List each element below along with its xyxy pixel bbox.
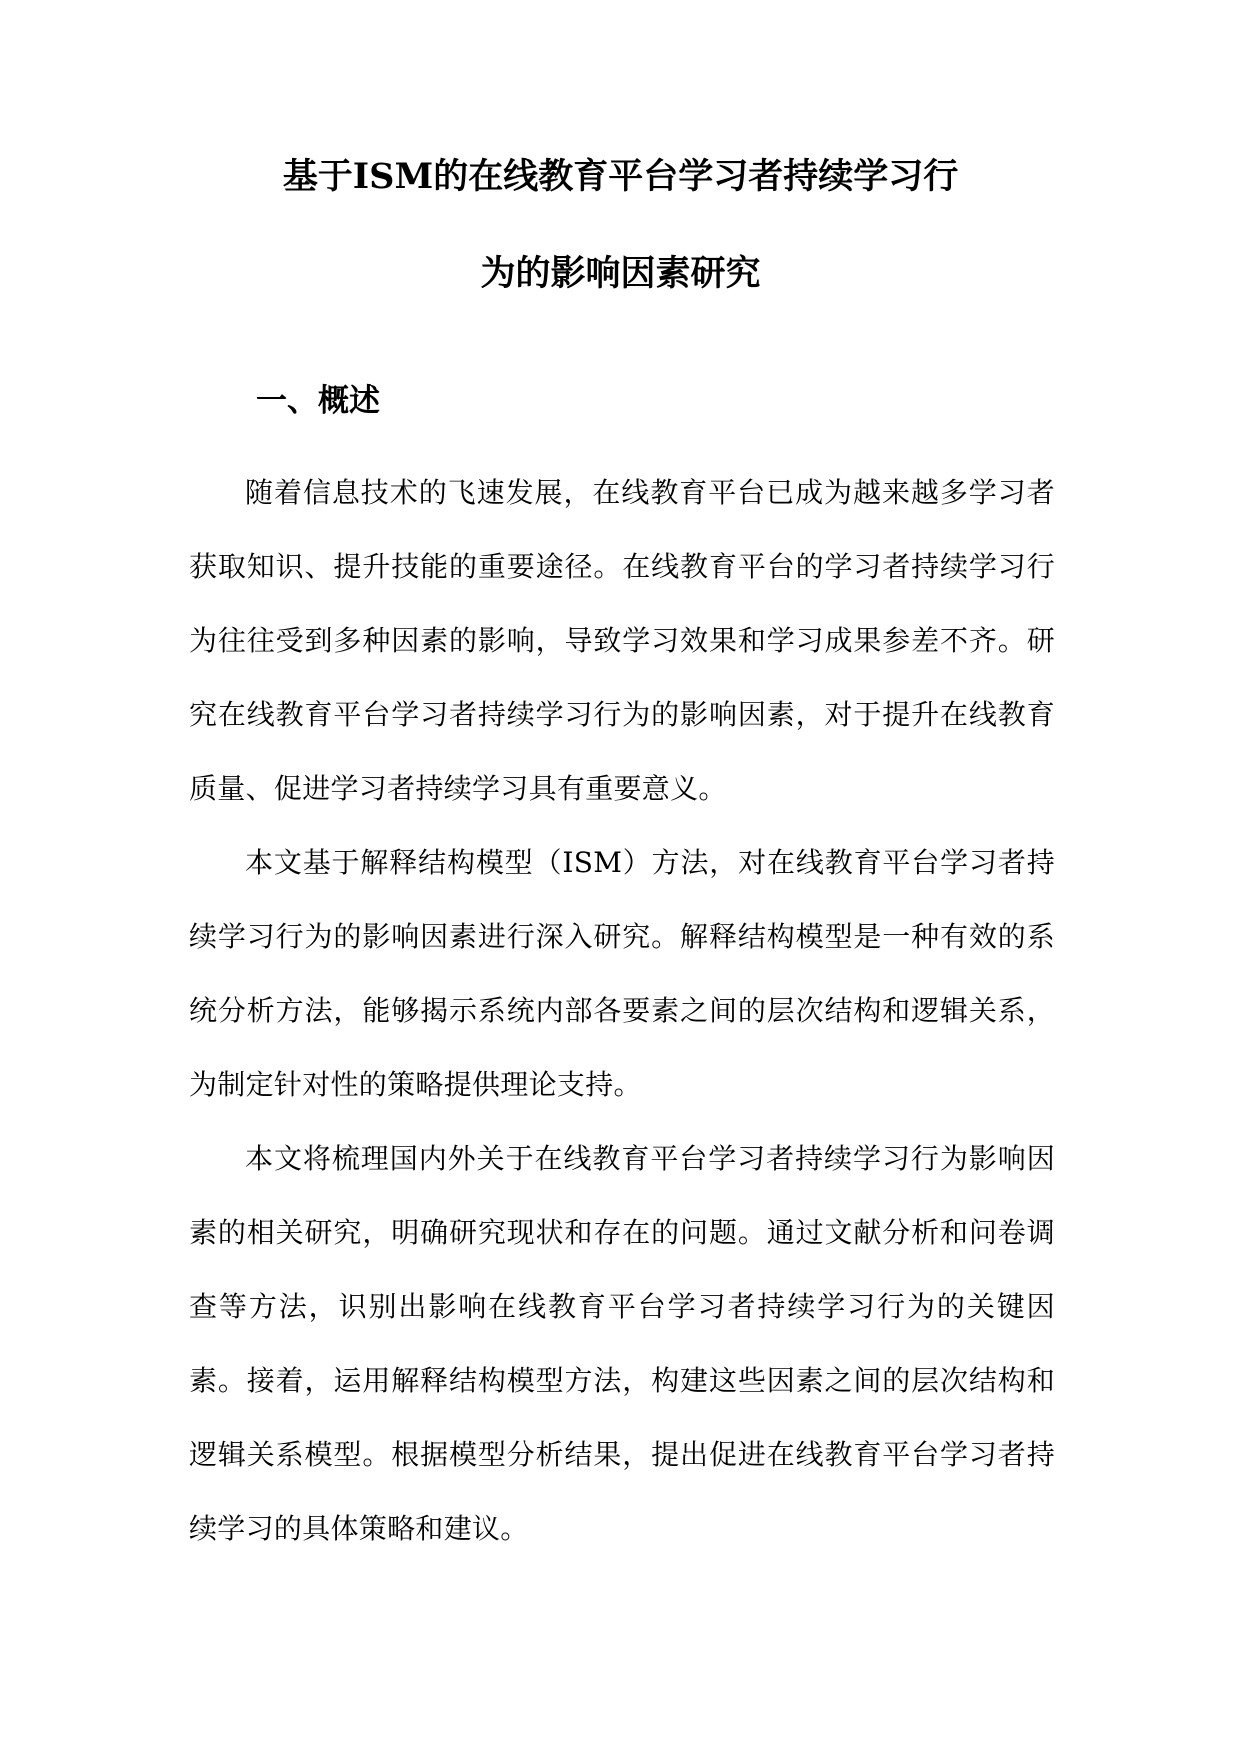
paragraph-2: 本文基于解释结构模型（ISM）方法，对在线教育平台学习者持续学习行为的影响因素进行深入研究。解释结构模型是一种有效的系统分析方法，能够揭示系统内部各要素之间的层次结构和逻辑关系，为制定针对性的策略提供理论支持。	[189, 846, 1055, 1101]
section-heading-overview: 一、概述	[256, 383, 380, 419]
paragraph-1: 随着信息技术的飞速发展，在线教育平台已成为越来越多学习者获取知识、提升技能的重要途径。在线教育平台的学习者持续学习行为往往受到多种因素的影响，导致学习效果和学习成果参差不齐。研究在线教育平台学习者持续学习行为的影响因素，对于提升在线教育质量、促进学习者持续学习具有重要意义。	[189, 476, 1055, 805]
paragraph-3: 本文将梳理国内外关于在线教育平台学习者持续学习行为影响因素的相关研究，明确研究现状和存在的问题。通过文献分析和问卷调查等方法，识别出影响在线教育平台学习者持续学习行为的关键因素。接着，运用解释结构模型方法，构建这些因素之间的层次结构和逻辑关系模型。根据模型分析结果，提出促进在线教育平台学习者持续学习的具体策略和建议。	[189, 1142, 1055, 1545]
document-title-line-1: 基于ISM的在线教育平台学习者持续学习行	[282, 156, 959, 197]
document-title-line-2: 为的影响因素研究	[480, 253, 761, 294]
